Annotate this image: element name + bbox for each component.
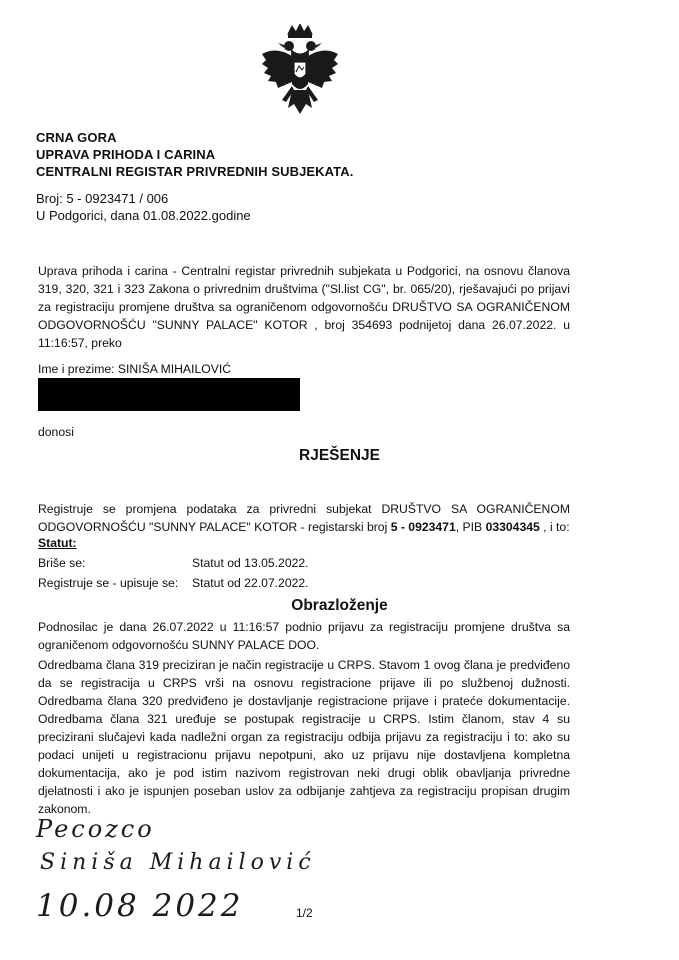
row-value-upisuje: Statut od 22.07.2022. bbox=[192, 576, 309, 590]
registration-number: 5 - 0923471 bbox=[390, 520, 456, 534]
row-label-brise: Briše se: bbox=[38, 556, 86, 570]
document-place-date: U Podgorici, dana 01.08.2022.godine bbox=[36, 208, 251, 223]
intro-paragraph: Uprava prihoda i carina - Centralni registar privrednih subjekata u Podgorici, na osnovu članova 319, 320, 321 i 323 Zakona o privrednim društvima ("Sl.list CG", br. 065/20), rješavajući po prijavi za registraciju promjene društva sa ograničenom odgovornošću DRUŠTVO SA OGRANIČENOM ODGOVORNOŠĆU "SUNNY PALACE" KOTOR , broj 354693 podnijetoj dana 26.07.2022. u 11:16:57, preko bbox=[38, 264, 570, 350]
title-obrazlozenje: Obrazloženje bbox=[291, 597, 388, 614]
obrazlozenje-paragraph-1: Podnosilac je dana 26.07.2022 u 11:16:57 podnio prijavu za registraciju promjene društva sa ograničenom odgovornošću SUNNY PALACE DOO. bbox=[38, 620, 570, 652]
resenje-text-b: , PIB bbox=[455, 520, 486, 534]
handwritten-date: 10.08 2022 bbox=[36, 888, 244, 924]
header-country: CRNA GORA bbox=[36, 130, 117, 145]
redaction-block bbox=[38, 378, 300, 411]
resenje-text-a: Registruje se promjena podataka za privredni subjekat DRUŠTVO SA OGRANIČENOM ODGOVORNOŠĆU "SUNNY PALACE" KOTOR - registarski broj bbox=[38, 502, 570, 534]
obrazlozenje-paragraph-2: Odredbama člana 319 preciziran je način registracije u CRPS. Stavom 1 ovog člana je predviđeno da se registracija u CRPS vrši na osnovu registracione prijave ili po službenoj dužnosti. Odredbama člana 320 predviđeno je dostavljanje registracione prijave i prateće dokumentacije. Odredbama člana 321 uređuje se postupak registracije u CRPS. Istim članom, stav 4 su precizirani slučajevi kada nadležni organ za registraciju odbija prijavu za registraciju i to: ako su podaci unijeti u registracionu prijavu nepotpuni, ako uz prijavu nije dostavljena kompletna dokumentacija, ako je pod istim nazivom registrovan neki drugi oblik obavljanja privredne djelatnosti i ako je ispunjen poseban uslov za odbijanje zahtjeva za registraciju propisan drugim zakonom. bbox=[38, 658, 570, 816]
title-resenje: RJEŠENJE bbox=[299, 447, 380, 464]
donosi-label: donosi bbox=[38, 425, 74, 439]
handwritten-note: Pecozco bbox=[36, 815, 155, 843]
resenje-text-c: , i to: bbox=[539, 520, 570, 534]
montenegro-coat-of-arms bbox=[258, 24, 342, 124]
handwritten-name: Siniša Mihailović bbox=[40, 850, 316, 875]
statut-label: Statut: bbox=[38, 536, 77, 550]
document-number: Broj: 5 - 0923471 / 006 bbox=[36, 191, 169, 206]
header-registry: CENTRALNI REGISTAR PRIVREDNIH SUBJEKATA. bbox=[36, 164, 354, 179]
resenje-paragraph bbox=[38, 500, 570, 536]
row-value-brise: Statut od 13.05.2022. bbox=[192, 556, 309, 570]
row-label-upisuje: Registruje se - upisuje se: bbox=[38, 576, 179, 590]
applicant-name: Ime i prezime: SINIŠA MIHAILOVIĆ bbox=[38, 362, 232, 376]
page-number: 1/2 bbox=[296, 906, 313, 920]
header-authority: UPRAVA PRIHODA I CARINA bbox=[36, 147, 216, 162]
pib-number: 03304345 bbox=[485, 520, 540, 534]
